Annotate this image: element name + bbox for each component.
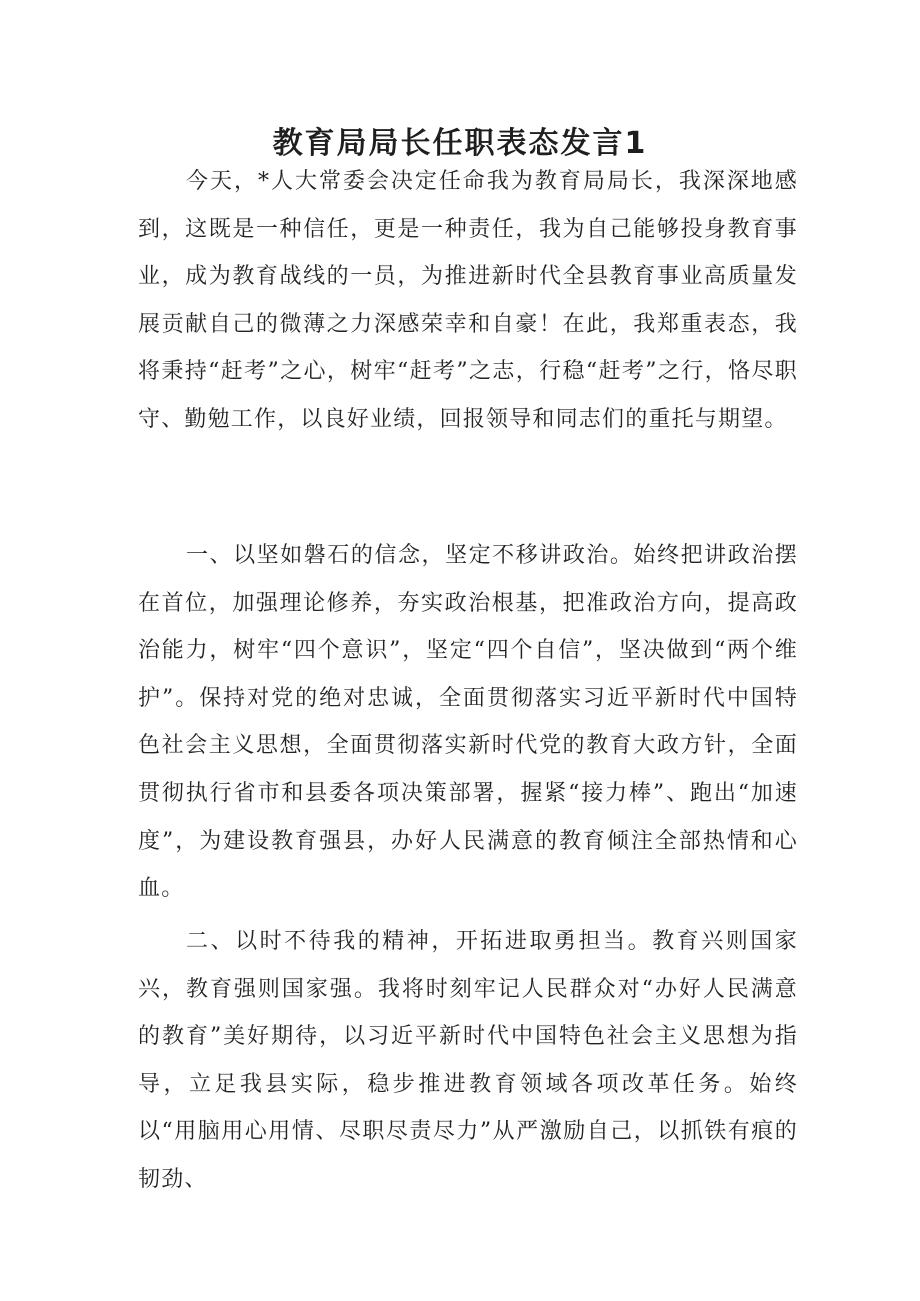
paragraph-politics: 一、以坚如磐石的信念，坚定不移讲政治。始终把讲政治摆在首位，加强理论修养，夯实政治根基，把准政治方向，提高政治能力，树牢“四个意识”，坚定“四个自信”，坚决做到“两个维护”。保持对党的绝对忠诚，全面贯彻落实习近平新时代中国特色社会主义思想，全面贯彻落实新时代党的教育大政方针，全面贯彻执行省市和县委各项决策部署，握紧“接力棒”、跑出“加速度”，为建设教育强县，办好人民满意的教育倾注全部热情和心血。 [138,543,798,902]
document-title: 教育局局长任职表态发言1 [272,126,648,161]
paragraph-spirit: 二、以时不待我的精神，开拓进取勇担当。教育兴则国家兴，教育强则国家强。我将时刻牢记人民群众对“办好人民满意的教育”美好期待，以习近平新时代中国特色社会主义思想为指导，立足我县实际，稳步推进教育领域各项改革任务。始终以“用脑用心用情、尽职尽责尽力”从严激励自己，以抓铁有痕的韧劲、 [138,929,798,1192]
paragraph-intro: 今天，*人大常委会决定任命我为教育局局长，我深深地感到，这既是一种信任，更是一种责任，我为自己能够投身教育事业，成为教育战线的一员，为推进新时代全县教育事业高质量发展贡献自己的微薄之力深感荣幸和自豪！在此，我郑重表态，我将秉持“赶考”之心，树牢“赶考”之志，行稳“赶考”之行，恪尽职守、勤勉工作，以良好业绩，回报领导和同志们的重托与期望。 [138,169,798,432]
